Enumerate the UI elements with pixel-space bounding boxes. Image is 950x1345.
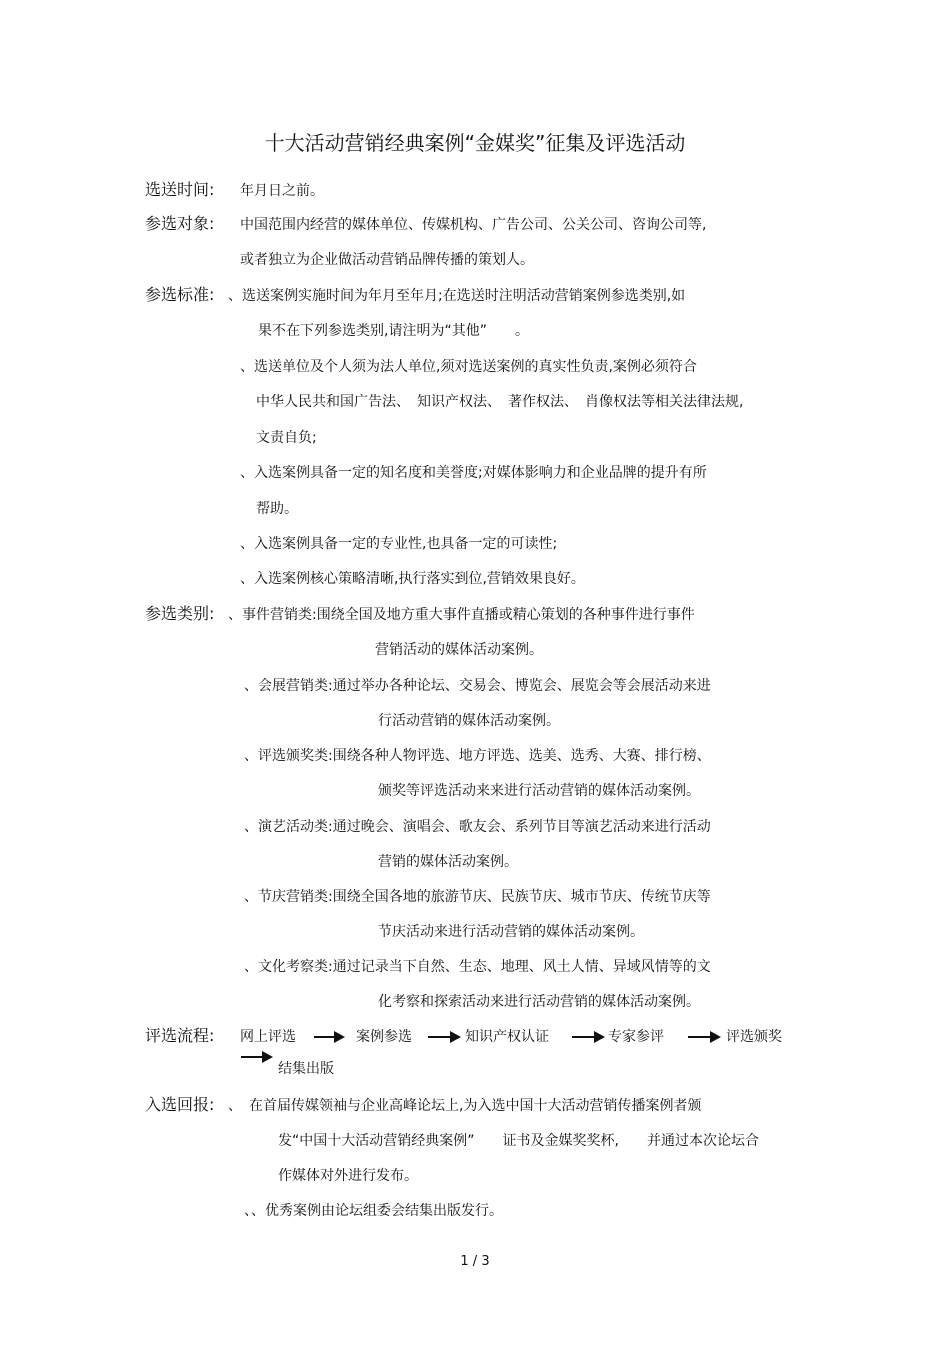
standard-item-1-line-1: 、选送案例实施时间为年月至年月;在选送时注明活动营销案例参选类别,如 (228, 288, 686, 304)
category-item-4-line-2: 营销的媒体活动案例。 (378, 854, 518, 870)
target-line-2: 或者独立为企业做活动营销品牌传播的策划人。 (240, 252, 534, 268)
category-item-5-line-2: 节庆活动来进行活动营销的媒体活动案例。 (378, 924, 644, 940)
category-item-6-line-1: 、文化考察类:通过记录当下自然、生态、地理、风土人情、异域风情等的文 (244, 959, 711, 975)
process-step-4: 专家参评 (608, 1029, 664, 1045)
standard-item-3-line-2: 帮助。 (256, 501, 298, 517)
arrow-right-icon (572, 1031, 605, 1043)
category-item-3-line-1: 、评选颁奖类:围绕各种人物评选、地方评选、选美、选秀、大赛、排行榜、 (244, 748, 711, 764)
process-step-5: 评选颁奖 (726, 1029, 782, 1045)
process-step-1: 网上评选 (240, 1029, 296, 1045)
page-number: 1 / 3 (460, 1254, 490, 1269)
arrow-right-icon (314, 1031, 345, 1043)
category-label: 参选类别: (145, 604, 215, 623)
standard-item-2-line-2: 中华人民共和国广告法、 知识产权法、 著作权法、 肖像权法等相关法律法规, (256, 394, 744, 410)
category-item-3-line-2: 颁奖等评选活动来来进行活动营销的媒体活动案例。 (378, 783, 700, 799)
standard-label: 参选标准: (145, 285, 215, 304)
category-item-2-line-1: 、会展营销类:通过举办各种论坛、交易会、博览会、展览会等会展活动来进 (244, 678, 711, 694)
standard-item-2-line-1: 、选送单位及个人须为法人单位,须对选送案例的真实性负责,案例必须符合 (240, 359, 697, 375)
standard-item-2-line-3: 文责自负; (256, 430, 317, 446)
category-item-1-line-2: 营销活动的媒体活动案例。 (375, 642, 543, 658)
category-item-5-line-1: 、节庆营销类:围绕全国各地的旅游节庆、民族节庆、城市节庆、传统节庆等 (244, 889, 711, 905)
standard-item-4: 、入选案例具备一定的专业性,也具备一定的可读性; (240, 536, 558, 552)
target-label: 参选对象: (145, 214, 215, 233)
arrow-right-icon (688, 1031, 721, 1043)
category-item-2-line-2: 行活动营销的媒体活动案例。 (378, 713, 560, 729)
arrow-right-icon (241, 1051, 273, 1063)
process-step-2: 案例参选 (356, 1029, 412, 1045)
target-line-1: 中国范围内经营的媒体单位、传媒机构、广告公司、公关公司、咨询公司等, (240, 217, 707, 233)
reward-item-1-line-3: 作媒体对外进行发布。 (278, 1168, 418, 1184)
process-step-6: 结集出版 (278, 1061, 334, 1077)
standard-item-3-line-1: 、入选案例具备一定的知名度和美誉度;对媒体影响力和企业品牌的提升有所 (240, 465, 707, 481)
reward-item-2: 、、优秀案例由论坛组委会结集出版发行。 (244, 1203, 503, 1219)
standard-item-5: 、入选案例核心策略清晰,执行落实到位,营销效果良好。 (240, 571, 585, 587)
time-text: 年月日之前。 (240, 183, 324, 199)
reward-item-1-line-1: 、 在首届传媒领袖与企业高峰论坛上,为入选中国十大活动营销传播案例者颁 (228, 1098, 702, 1114)
time-label: 选送时间: (145, 180, 215, 199)
standard-item-1-line-2: 果不在下列参选类别,请注明为“其他” 。 (258, 323, 529, 339)
process-label: 评选流程: (145, 1026, 215, 1045)
reward-label: 入选回报: (145, 1095, 215, 1114)
process-step-3: 知识产权认证 (465, 1029, 549, 1045)
category-item-1-line-1: 、事件营销类:围绕全国及地方重大事件直播或精心策划的各种事件进行事件 (228, 607, 695, 623)
category-item-6-line-2: 化考察和探索活动来进行活动营销的媒体活动案例。 (378, 994, 700, 1010)
page-title: 十大活动营销经典案例“金媒奖”征集及评选活动 (264, 131, 686, 155)
category-item-4-line-1: 、演艺活动类:通过晚会、演唱会、歌友会、系列节目等演艺活动来进行活动 (244, 819, 711, 835)
arrow-right-icon (428, 1031, 461, 1043)
reward-item-1-line-2: 发“中国十大活动营销经典案例” 证书及金媒奖奖杯, 并通过本次论坛合 (278, 1133, 759, 1149)
